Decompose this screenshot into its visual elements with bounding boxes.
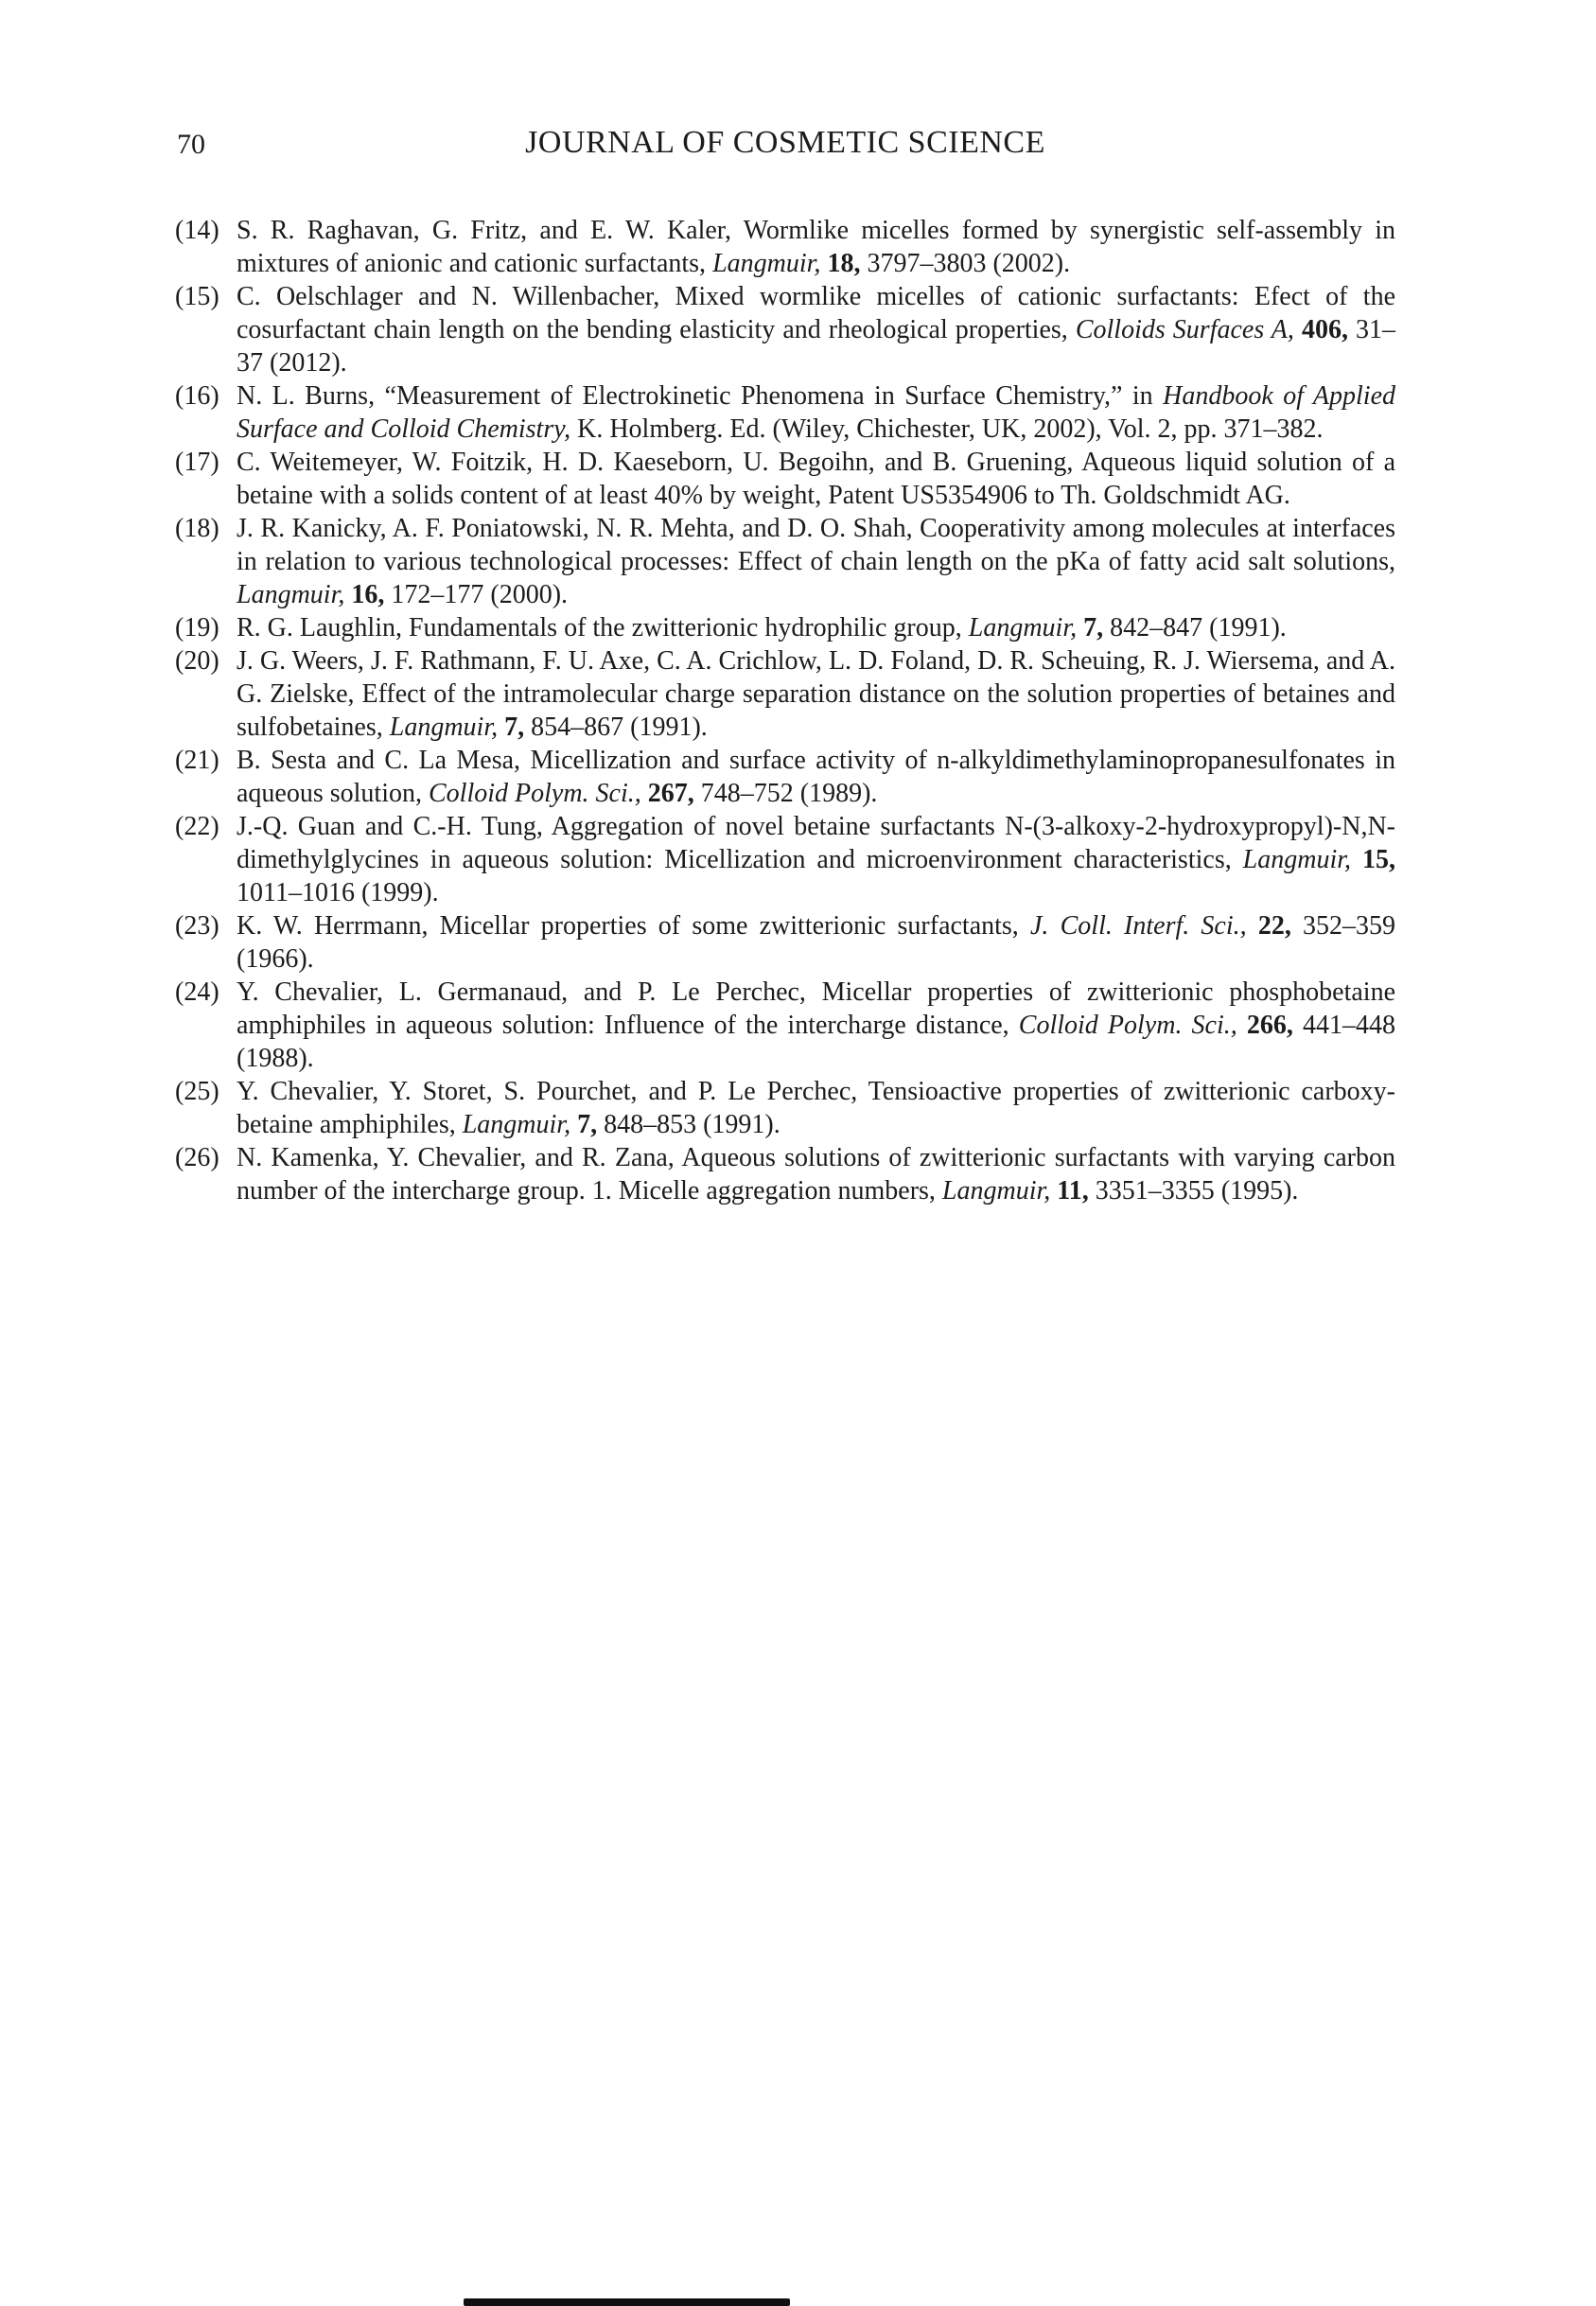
reference-text: J. G. Weers, J. F. Rathmann, F. U. Axe, C. A. Crichlow, L. D. Foland, D. R. Scheuing, R. J. Wiersema, and A. G. Zielske, Effect of the intramolecular charge separation distance on the solution properties of betaines and sulfobetaines, [237,646,1395,742]
reference-item [175,214,1395,280]
reference-text: 352–359 (1966). [237,911,1396,974]
reference-volume-number: 22, [1257,911,1304,941]
reference-journal-name: Langmuir, [1242,845,1362,874]
reference-volume-number: 18, [827,249,868,278]
reference-item [175,744,1395,810]
reference-journal-name: Colloid Polym. Sci., [1018,1011,1247,1040]
reference-number: (26) [175,1143,219,1172]
reference-text: 848–853 (1991). [604,1110,780,1139]
reference-volume-number: 406, [1301,315,1356,344]
reference-text: 31–37 (2012). [237,315,1395,378]
scan-artifact-mark [464,2298,790,2306]
reference-number: (14) [175,216,219,245]
reference-text: 854–867 (1991). [531,713,708,742]
page-number: 70 [177,129,205,160]
reference-text: N. L. Burns, “Measurement of Electrokinetic Phenomena in Surface Chemistry,” in [237,381,1164,411]
reference-item [175,644,1395,744]
reference-number: (15) [175,282,219,311]
reference-item [175,512,1395,611]
reference-text: K. W. Herrmann, Micellar properties of some zwitterionic surfactants, [237,911,1030,941]
reference-item [175,280,1395,379]
reference-journal-name: Colloids Surfaces A, [1075,315,1302,344]
reference-journal-name: Langmuir, [941,1176,1058,1206]
reference-journal-name: J. Coll. Interf. Sci., [1030,911,1258,941]
reference-journal-name: Langmuir, [237,580,352,609]
reference-text: J. R. Kanicky, A. F. Poniatowski, N. R. Mehta, and D. O. Shah, Cooperativity among molecules at interfaces in relation to various technological processes: Effect of chain length on the pKa of fatty acid salt solutions, [237,514,1395,576]
reference-number: (22) [175,812,219,841]
reference-text: C. Weitemeyer, W. Foitzik, H. D. Kaeseborn, U. Begoihn, and B. Gruening, Aqueous liquid solution of a betaine with a solids content of at least 40% by weight, Patent US5354906 to Th. Goldschmidt AG. [237,448,1395,510]
reference-text: S. R. Raghavan, G. Fritz, and E. W. Kaler, Wormlike micelles formed by synergistic self-assembly in mixtures of anionic and cationic surfactants, [237,216,1395,278]
reference-number: (21) [175,746,219,775]
reference-text: 748–752 (1989). [700,779,878,808]
reference-number: (18) [175,514,219,543]
reference-volume-number: 267, [647,779,701,808]
reference-text: J.-Q. Guan and C.-H. Tung, Aggregation of novel betaine surfactants N-(3-alkoxy-2-hydroxypropyl)-N,N-dimethylglycines in aqueous solution: Micellization and microenvironment characteristics, [237,812,1395,874]
reference-volume-number: 7, [504,713,532,742]
reference-text: K. Holmberg. Ed. (Wiley, Chichester, UK, 2002), Vol. 2, pp. 371–382. [577,414,1324,444]
reference-volume-number: 11, [1057,1176,1096,1206]
reference-text: R. G. Laughlin, Fundamentals of the zwitterionic hydrophilic group, [237,613,969,643]
reference-number: (19) [175,613,219,643]
reference-item [175,909,1395,976]
reference-text: 441–448 (1988). [237,1011,1395,1073]
reference-number: (20) [175,646,219,676]
reference-text: 1011–1016 (1999). [237,878,439,907]
reference-number: (17) [175,448,219,477]
reference-journal-name: Langmuir, [968,613,1084,643]
reference-text: 172–177 (2000). [391,580,569,609]
reference-journal-name: Langmuir, [462,1110,578,1139]
reference-text: 842–847 (1991). [1110,613,1287,643]
reference-volume-number: 16, [351,580,392,609]
reference-text: Y. Chevalier, Y. Storet, S. Pourchet, and P. Le Perchec, Tensioactive properties of zwitterionic carboxy-betaine amphiphiles, [237,1077,1395,1139]
reference-text: 3351–3355 (1995). [1095,1176,1299,1206]
reference-journal-name: Langmuir, [712,249,828,278]
page-header [175,123,1395,165]
journal-title: JOURNAL OF COSMETIC SCIENCE [525,125,1045,160]
reference-journal-name: Handbook of Applied Surface and Colloid Chemistry, [237,381,1395,444]
reference-text: B. Sesta and C. La Mesa, Micellization and surface activity of n-alkyldimethylaminopropanesulfonates in aqueous solution, [237,746,1395,808]
reference-number: (16) [175,381,219,411]
reference-volume-number: 266, [1246,1011,1303,1040]
reference-number: (25) [175,1077,219,1106]
reference-number: (23) [175,911,219,941]
reference-volume-number: 15, [1362,845,1395,874]
reference-volume-number: 7, [577,1110,605,1139]
reference-item [175,1075,1395,1141]
reference-list [175,214,1395,1207]
reference-text: N. Kamenka, Y. Chevalier, and R. Zana, Aqueous solutions of zwitterionic surfactants with varying carbon number of the intercharge group. 1. Micelle aggregation numbers, [237,1143,1395,1206]
reference-item [175,379,1395,446]
reference-item [175,810,1395,909]
reference-journal-name: Langmuir, [389,713,505,742]
reference-item [175,446,1395,512]
reference-item [175,1141,1395,1207]
reference-text: Y. Chevalier, L. Germanaud, and P. Le Perchec, Micellar properties of zwitterionic phosphobetaine amphiphiles in aqueous solution: Influence of the intercharge distance, [237,977,1395,1040]
reference-text: C. Oelschlager and N. Willenbacher, Mixed wormlike micelles of cationic surfactants: Efect of the cosurfactant chain length on the bending elasticity and rheological properties, [237,282,1395,344]
reference-item [175,611,1395,644]
reference-number: (24) [175,977,219,1007]
reference-journal-name: Colloid Polym. Sci., [429,779,648,808]
reference-text: 3797–3803 (2002). [867,249,1071,278]
reference-volume-number: 7, [1083,613,1111,643]
reference-item [175,976,1395,1075]
